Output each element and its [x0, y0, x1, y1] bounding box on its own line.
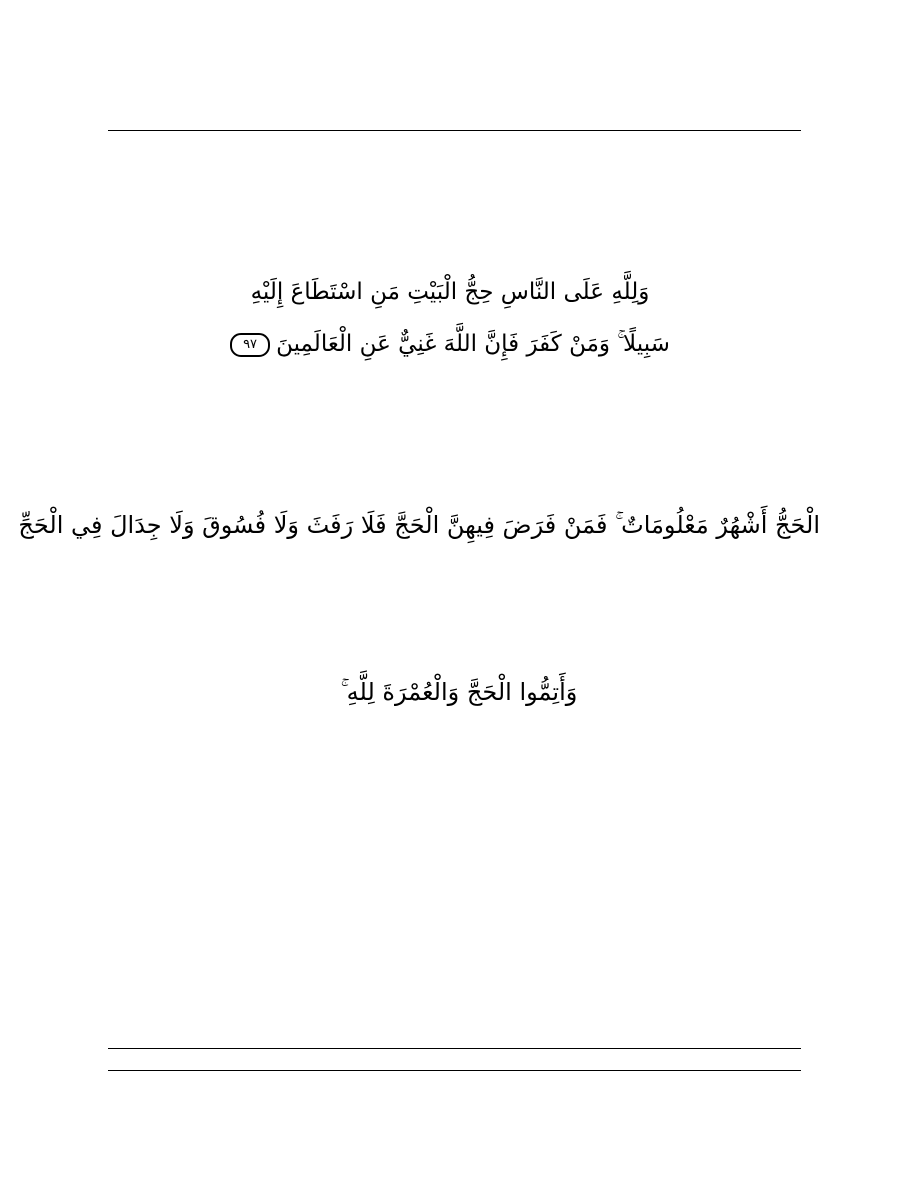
verse-197-text: الْحَجُّ أَشْهُرٌ مَعْلُومَاتٌ ۚ فَمَنْ فَرَضَ فِيهِنَّ الْحَجَّ فَلَا رَفَثَ وَلَا فُسُوقَ وَلَا جِدَالَ فِي الْحَجِّ: [18, 511, 820, 539]
verse-97-line-1: وَلِلَّهِ عَلَى النَّاسِ حِجُّ الْبَيْتِ مَنِ اسْتَطَاعَ إِلَيْهِ: [250, 279, 650, 305]
ayah-number-marker: ٩٧: [230, 333, 270, 357]
verse-97-block: [180, 266, 720, 370]
verse-196-text: وَأَتِمُّوا الْحَجَّ وَالْعُمْرَةَ لِلَّهِ ۚ: [340, 678, 578, 706]
verse-97-line-2: [180, 318, 720, 370]
verse-97-line-2-text: سَبِيلًا ۚ وَمَنْ كَفَرَ فَإِنَّ اللَّهَ غَنِيٌّ عَنِ الْعَالَمِينَ: [276, 331, 670, 357]
top-rule: [108, 130, 801, 131]
footer-rule-upper: [108, 1048, 801, 1049]
footer-rule-lower: [108, 1070, 801, 1071]
